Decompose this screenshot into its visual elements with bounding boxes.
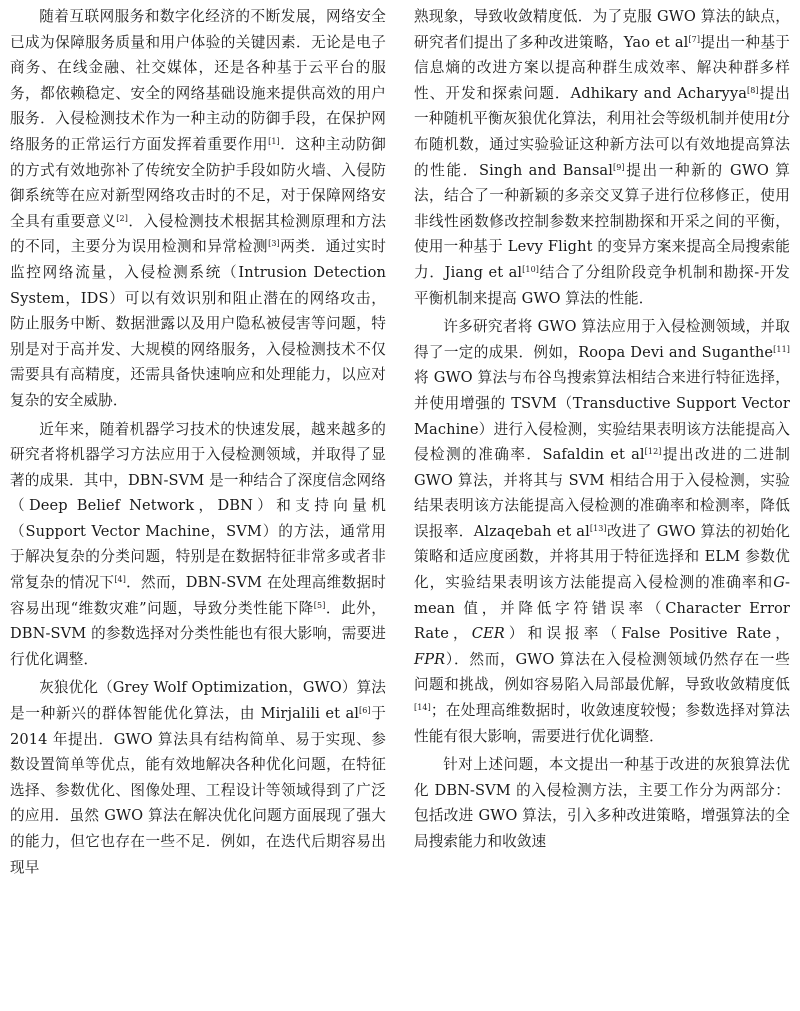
text: ．这种主动防御的方式有效地弥补了传统安全防护手段如防火墙、入侵防御系统等在应对新型网络攻击时的不足，对于保障网络安全具有重要意义: [10, 135, 387, 230]
citation-12: [12]: [644, 447, 662, 457]
fpr-abbrev: FPR: [414, 650, 446, 668]
citation-8: [8]: [747, 85, 759, 95]
citation-2: [2]: [116, 213, 128, 223]
text: 提出一种随机平衡灰狼优化算法，利用社会等级机制并使用: [414, 84, 791, 128]
citation-10: [10]: [522, 264, 539, 274]
text: 随着互联网服务和数字化经济的不断发展，网络安全已成为保障服务质量和用户体验的关键因素．无论是电子商务、在线金融、社交媒体，还是各种基于云平台的服务，都依赖稳定、安全的网络基础设施来提供高效的用户服务．入侵检测技术作为一种主动的防御手段，在保护网络服务的正常运行方面发挥着重要作用: [10, 8, 386, 153]
t-variable: t: [769, 110, 776, 128]
citation-5: [5]: [313, 600, 326, 610]
text: 将 GWO 算法与布谷鸟搜索算法相结合来进行特征选择，并使用增强的 TSVM（Transductive Support Vector Machine）进行入侵检测，实验结果表明该方法能提高入侵检测的准确率．Safaldin et al: [414, 369, 790, 464]
text: 针对上述问题，本文提出一种基于改进的灰狼算法优化 DBN-SVM 的入侵检测方法，主要工作分为两部分：包括改进 GWO 算法，引入多种改进策略，增强算法的全局搜索能力和收敛速: [414, 756, 790, 850]
text: -mean 值，并降低字符错误率（Character Error Rate，: [414, 574, 790, 643]
g-variable: G: [773, 574, 785, 592]
text: ．然而，DBN-SVM 在处理高维数据时容易出现“维数灾难”问题，导致分类性能下降: [10, 574, 387, 617]
text: 于 2014 年提出．GWO 算法具有结构简单、易于实现、参数设置简单等优点，能有效地解决各种优化问题，在特征选择、参数优化、图像处理、工程设计等领域得到了广泛的应用．虽然 GWO 算法在解决优化问题方面展现了强大的能力，但它也存在一些不足．例如，在迭代后期容易出现早: [10, 705, 386, 876]
text: 分布随机数，通过实验验证这种新方法可以有效地提高算法的性能．Singh and Bansal: [414, 110, 790, 179]
text: 提出一种新的 GWO 算法，结合了一种新颖的多亲交叉算子进行位移修正，使用非线性函数修改控制参数来控制勘探和开采之间的平衡，使用一种基于 Levy Flight 的变异方案来提高全局搜索能力．Jiang et al: [414, 161, 790, 281]
text: ．入侵检测技术根据其检测原理和方法的不同，主要分为误用检测和异常检测: [10, 212, 387, 256]
ml-paragraph: [10, 417, 386, 673]
text: ）．然而，GWO 算法在入侵检测领域仍然存在一些问题和挑战，例如容易陷入局部最优解，导致收敛精度低: [414, 650, 790, 694]
text: 结合了分组阶段竞争机制和勘探-开发平衡机制来提高 GWO 算法的性能．: [414, 263, 790, 307]
citation-6: [6]: [359, 706, 371, 716]
text: 改进了 GWO 算法的初始化策略和适应度函数，并将其用于特征选择和 ELM 参数优化，实验结果表明该方法能提高入侵检测的准确率和: [414, 522, 790, 592]
citation-3: [3]: [268, 239, 280, 249]
intro-paragraph: [10, 4, 386, 414]
text: 提出一种基于信息熵的改进方案以提高种群生成效率、解决种群多样性、开发和探索问题．Adhikary and Acharyya: [414, 33, 790, 102]
citation-9: [9]: [612, 162, 625, 172]
citation-11: [11]: [773, 344, 790, 354]
text: 提出改进的二进制 GWO 算法，并将其与 SVM 相结合用于入侵检测，实验结果表明该方法能提高入侵检测的准确率和检测率，降低误报率．Alzaqebah et al: [414, 446, 790, 540]
citation-4: [4]: [114, 575, 126, 585]
text: ；在处理高维数据时，收敛速度较慢；参数选择对算法性能有很大影响，需要进行优化调整．: [414, 702, 790, 745]
text: ）和误报率（False Positive Rate，: [504, 625, 790, 643]
text: 许多研究者将 GWO 算法应用于入侵检测领域，并取得了一定的成果．例如，Roopa Devi and Suganthe: [414, 318, 790, 361]
gwo-paragraph: [10, 675, 386, 880]
citation-7: [7]: [688, 34, 701, 44]
text: 近年来，随着机器学习技术的快速发展，越来越多的研究者将机器学习方法应用于入侵检测领域，并取得了显著的成果．其中，DBN-SVM 是一种结合了深度信念网络（Deep Belief Network，DBN）和支持向量机（Support Vector Machine，SVM）的方法，通常用于解决复杂的分类问题，特别是在数据特征非常多或者非常复杂的情况下: [10, 420, 386, 592]
text: 灰狼优化（Grey Wolf Optimization，GWO）算法是一种新兴的群体智能优化算法，由 Mirjalili et al: [10, 679, 386, 723]
text: 熟现象，导致收敛精度低．为了克服 GWO 算法的缺点，研究者们提出了多种改进策略，Yao et al: [414, 8, 790, 51]
text: ．此外，DBN-SVM 的参数选择对分类性能也有很大影响，需要进行优化调整．: [10, 599, 386, 668]
proposal-paragraph: [414, 752, 790, 854]
citation-14: [14]: [414, 703, 431, 713]
gwo-improvements-paragraph: [414, 4, 790, 311]
citation-13: [13]: [589, 523, 607, 533]
left-column: [10, 4, 386, 1011]
citation-1: [1]: [268, 136, 280, 146]
cer-abbrev: CER: [471, 625, 505, 643]
text: 两类．通过实时监控网络流量，入侵检测系统（Intrusion Detection System，IDS）可以有效识别和阻止潜在的网络攻击，防止服务中断、数据泄露以及用户隐私被侵害等问题，特别是对于高并发、大规模的网络服务，入侵检测技术不仅需要具有高精度，还需具备快速响应和处理能力，以应对复杂的安全威胁．: [10, 238, 387, 409]
gwo-ids-paragraph: [414, 314, 790, 749]
right-column: [414, 4, 790, 1011]
